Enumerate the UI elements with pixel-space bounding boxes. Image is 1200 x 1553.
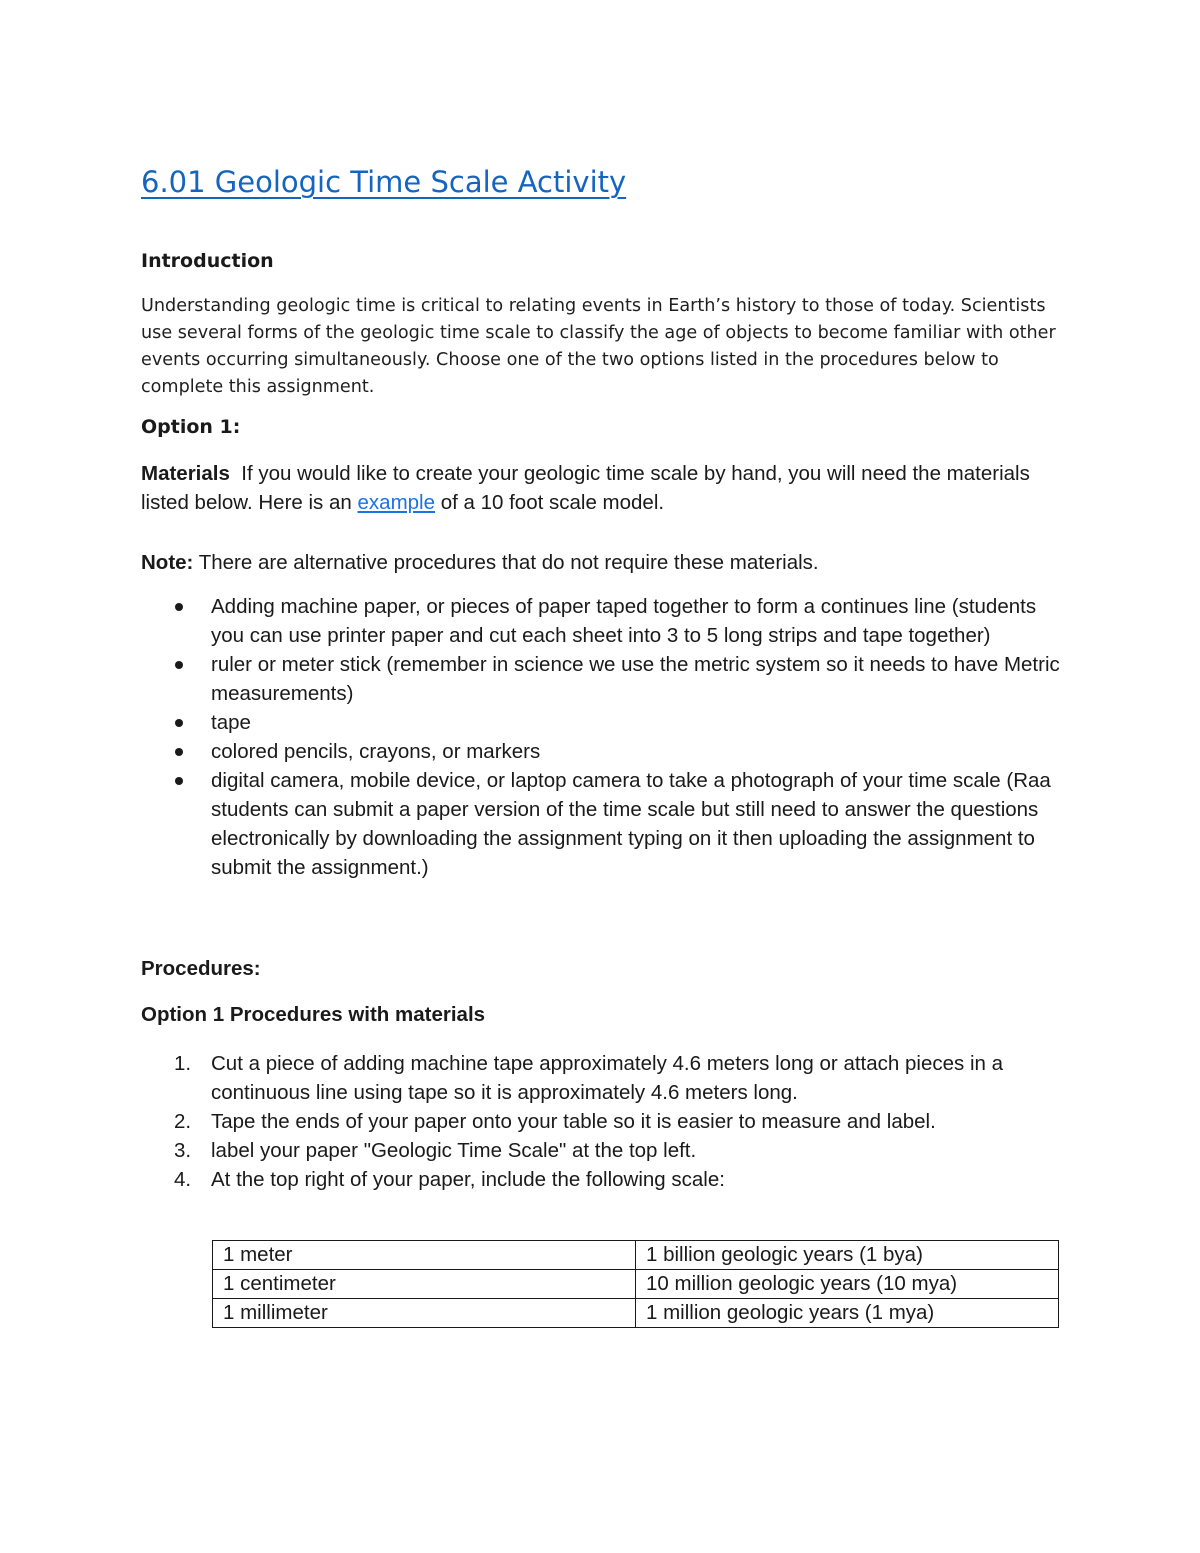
table-row	[213, 1299, 1059, 1328]
document-page	[141, 160, 1061, 1324]
list-item	[141, 708, 1061, 737]
bullet-icon	[175, 777, 183, 785]
table-row	[213, 1270, 1059, 1299]
step-number: 3.	[174, 1139, 192, 1162]
step-text: Cut a piece of adding machine tape approximately 4.6 meters long or attach pieces in a continuous line using tape so it is approximately 4.6 meters long.	[211, 1052, 1003, 1104]
materials-label: Materials	[141, 462, 230, 485]
materials-paragraph	[141, 459, 1061, 517]
table-cell: 1 million geologic years (1 mya)	[636, 1299, 1059, 1328]
step-number: 4.	[174, 1168, 192, 1191]
step-text: At the top right of your paper, include the following scale:	[211, 1168, 725, 1191]
introduction-text: Understanding geologic time is critical to relating events in Earth’s history to those of today. Scientists use several forms of the geologic time scale to classify the age of objects to become familiar with other events occurring simultaneously. Choose one of the two options listed in the procedures below to complete this assignment.	[141, 296, 1056, 397]
bullet-icon	[175, 661, 183, 669]
table-cell: 1 centimeter	[213, 1270, 636, 1299]
list-item	[141, 766, 1061, 882]
step-text: label your paper "Geologic Time Scale" at the top left.	[211, 1139, 697, 1162]
note-paragraph	[141, 548, 1061, 577]
example-link[interactable]: example	[357, 491, 436, 514]
introduction-heading: Introduction	[141, 250, 274, 272]
list-item-text: digital camera, mobile device, or laptop camera to take a photograph of your time scale (Raa students can submit a paper version of the time scale but still need to answer the questions electronically by downloading the assignment typing on it then uploading the assignment to submit the assignment.)	[211, 769, 1051, 879]
step-item	[141, 1136, 1061, 1165]
document-title[interactable]: 6.01 Geologic Time Scale Activity	[141, 165, 627, 199]
list-item-text: tape	[211, 711, 251, 734]
note-label: Note:	[141, 551, 194, 574]
list-item-text: colored pencils, crayons, or markers	[211, 740, 541, 763]
step-item	[141, 1049, 1061, 1107]
note-text: There are alternative procedures that do not require these materials.	[193, 551, 819, 574]
option1-heading: Option 1:	[141, 416, 241, 438]
table-row	[213, 1241, 1059, 1270]
list-item-text: ruler or meter stick (remember in science we use the metric system so it needs to have Metric measurements)	[211, 653, 1060, 705]
table-cell: 1 billion geologic years (1 bya)	[636, 1241, 1059, 1270]
table-cell: 1 millimeter	[213, 1299, 636, 1328]
materials-text-after: of a 10 foot scale model.	[435, 491, 665, 514]
list-item	[141, 650, 1061, 708]
scale-table	[212, 1240, 1059, 1328]
step-item	[141, 1107, 1061, 1136]
table-cell: 1 meter	[213, 1241, 636, 1270]
materials-text-before: If you would like to create your geologic time scale by hand, you will need the materials listed below. Here is an	[141, 462, 1030, 514]
bullet-icon	[175, 719, 183, 727]
list-item	[141, 592, 1061, 650]
procedures-list	[141, 1049, 1061, 1194]
procedures-heading: Procedures:	[141, 957, 261, 980]
procedures-subheading: Option 1 Procedures with materials	[141, 1003, 486, 1026]
bullet-icon	[175, 748, 183, 756]
bullet-icon	[175, 603, 183, 611]
step-item	[141, 1165, 1061, 1194]
list-item	[141, 737, 1061, 766]
step-number: 2.	[174, 1110, 192, 1133]
table-cell: 10 million geologic years (10 mya)	[636, 1270, 1059, 1299]
step-number: 1.	[174, 1052, 192, 1075]
materials-list	[141, 592, 1061, 882]
list-item-text: Adding machine paper, or pieces of paper taped together to form a continues line (students you can use printer paper and cut each sheet into 3 to 5 long strips and tape together)	[211, 595, 1037, 647]
step-text: Tape the ends of your paper onto your table so it is easier to measure and label.	[211, 1110, 936, 1133]
